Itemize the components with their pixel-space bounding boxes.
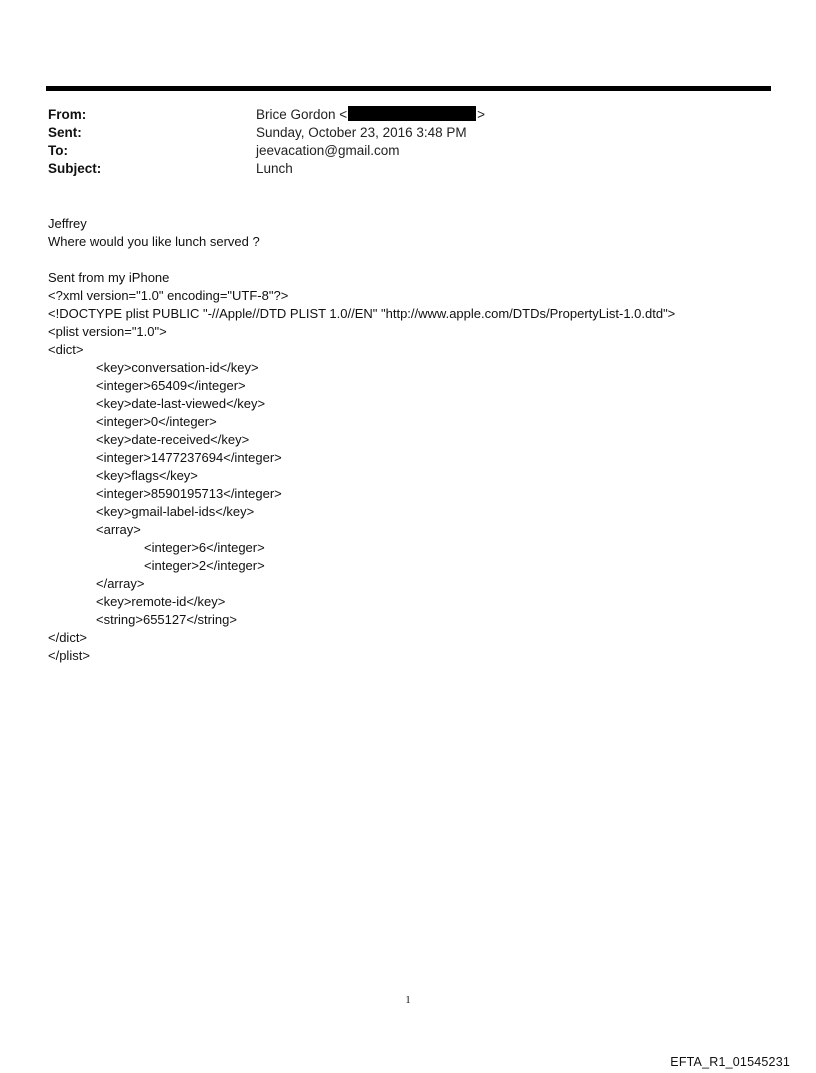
from-value — [256, 106, 485, 124]
from-label: From: — [48, 107, 87, 122]
document-id: EFTA_R1_01545231 — [670, 1055, 790, 1069]
sent-label: Sent: — [48, 125, 82, 140]
email-body — [48, 215, 675, 665]
to-value: jeevacation@gmail.com — [256, 143, 400, 158]
body-line: <plist version="1.0"> — [48, 324, 167, 339]
body-line: <integer>65409</integer> — [96, 378, 246, 393]
body-line: <integer>6</integer> — [144, 540, 265, 555]
body-line — [48, 251, 675, 269]
body-line: </plist> — [48, 648, 90, 663]
body-line: <key>date-received</key> — [96, 432, 250, 447]
body-line: </dict> — [48, 630, 88, 645]
body-line: <integer>8590195713</integer> — [96, 486, 282, 501]
body-line: <?xml version="1.0" encoding="UTF-8"?> — [48, 288, 289, 303]
body-line: <dict> — [48, 342, 84, 357]
body-line: Sent from my iPhone — [48, 270, 170, 285]
body-line: </array> — [96, 576, 145, 591]
body-line: <key>date-last-viewed</key> — [96, 396, 266, 411]
body-line: <integer>0</integer> — [96, 414, 217, 429]
redaction-box — [348, 106, 476, 121]
body-line: Where would you like lunch served ? — [48, 234, 260, 249]
to-label: To: — [48, 143, 68, 158]
from-close: > — [477, 107, 486, 122]
from-name: Brice Gordon < — [256, 107, 348, 122]
header-rule — [46, 86, 771, 91]
body-line: Jeffrey — [48, 216, 87, 231]
body-line: <key>conversation-id</key> — [96, 360, 259, 375]
body-line: <string>655127</string> — [96, 612, 237, 627]
page-number: 1 — [405, 994, 411, 1006]
subject-label: Subject: — [48, 161, 102, 176]
body-line: <integer>1477237694</integer> — [96, 450, 282, 465]
body-line: <key>gmail-label-ids</key> — [96, 504, 255, 519]
subject-value: Lunch — [256, 161, 293, 176]
body-line: <key>remote-id</key> — [96, 594, 226, 609]
body-line: <integer>2</integer> — [144, 558, 265, 573]
body-line: <!DOCTYPE plist PUBLIC "-//Apple//DTD PLIST 1.0//EN" "http://www.apple.com/DTDs/PropertyList-1.0.dtd"> — [48, 306, 676, 321]
body-line: <array> — [96, 522, 141, 537]
body-line: <key>flags</key> — [96, 468, 198, 483]
sent-value: Sunday, October 23, 2016 3:48 PM — [256, 125, 467, 140]
